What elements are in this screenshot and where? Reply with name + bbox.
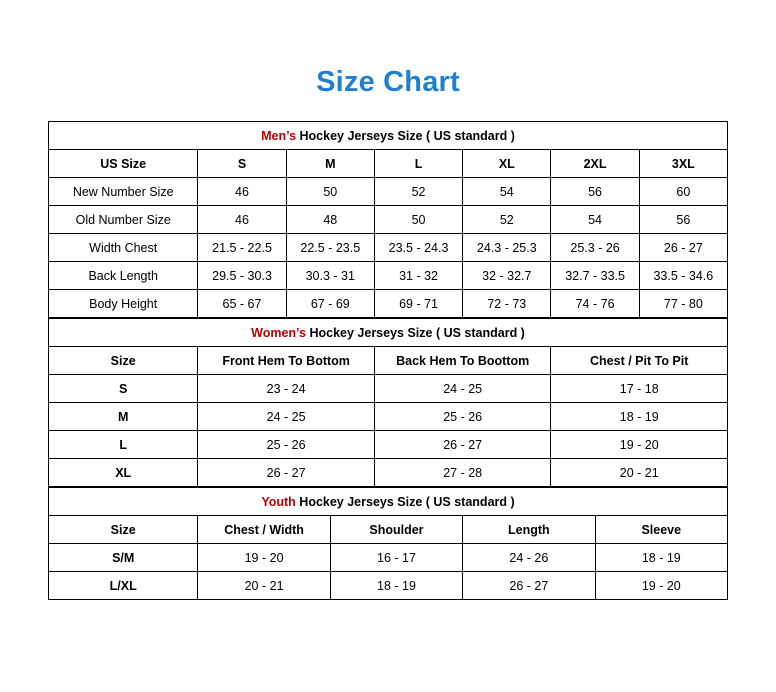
womens-row-1-label: M xyxy=(49,403,198,431)
womens-row-0-cell-0: 23 - 24 xyxy=(198,375,375,403)
youth-col-3: Length xyxy=(463,516,595,544)
youth-row-0-cell-0: 19 - 20 xyxy=(198,544,330,572)
table-header-row xyxy=(49,150,728,178)
mens-section-rest: Hockey Jerseys Size ( US standard ) xyxy=(296,128,515,143)
mens-row-2-cell-3: 24.3 - 25.3 xyxy=(463,234,551,262)
mens-col-1: S xyxy=(198,150,286,178)
youth-section-header xyxy=(49,488,728,516)
womens-row-1-cell-2: 18 - 19 xyxy=(551,403,728,431)
table-section-header-row xyxy=(49,319,728,347)
youth-row-1-cell-0: 20 - 21 xyxy=(198,572,330,600)
table-row xyxy=(49,178,728,206)
mens-row-1-cell-1: 48 xyxy=(286,206,374,234)
womens-row-1-cell-0: 24 - 25 xyxy=(198,403,375,431)
mens-row-3-cell-0: 29.5 - 30.3 xyxy=(198,262,286,290)
mens-row-4-cell-0: 65 - 67 xyxy=(198,290,286,318)
mens-row-3-cell-5: 33.5 - 34.6 xyxy=(639,262,727,290)
mens-row-2-cell-1: 22.5 - 23.5 xyxy=(286,234,374,262)
mens-section-header xyxy=(49,122,728,150)
womens-row-2-label: L xyxy=(49,431,198,459)
mens-section-accent: Men’s xyxy=(261,128,297,143)
mens-row-3-cell-1: 30.3 - 31 xyxy=(286,262,374,290)
youth-row-0-cell-2: 24 - 26 xyxy=(463,544,595,572)
womens-row-2-cell-0: 25 - 26 xyxy=(198,431,375,459)
womens-row-3-cell-2: 20 - 21 xyxy=(551,459,728,487)
mens-row-1-cell-2: 50 xyxy=(374,206,462,234)
mens-row-3-cell-4: 32.7 - 33.5 xyxy=(551,262,639,290)
table-row xyxy=(49,431,728,459)
womens-section-header xyxy=(49,319,728,347)
table-header-row xyxy=(49,347,728,375)
mens-row-1-cell-4: 54 xyxy=(551,206,639,234)
mens-row-2-label: Width Chest xyxy=(49,234,198,262)
mens-row-0-cell-3: 54 xyxy=(463,178,551,206)
table-row xyxy=(49,572,728,600)
youth-row-1-cell-2: 26 - 27 xyxy=(463,572,595,600)
womens-row-3-label: XL xyxy=(49,459,198,487)
page-title: Size Chart xyxy=(316,66,460,98)
mens-col-2: M xyxy=(286,150,374,178)
youth-row-1-label: L/XL xyxy=(49,572,198,600)
youth-row-0-label: S/M xyxy=(49,544,198,572)
womens-col-0: Size xyxy=(49,347,198,375)
table-row xyxy=(49,375,728,403)
youth-section-accent: Youth xyxy=(261,494,296,509)
table-row xyxy=(49,290,728,318)
mens-row-2-cell-0: 21.5 - 22.5 xyxy=(198,234,286,262)
mens-row-0-cell-5: 60 xyxy=(639,178,727,206)
table-row xyxy=(49,459,728,487)
womens-row-2-cell-2: 19 - 20 xyxy=(551,431,728,459)
youth-row-0-cell-3: 18 - 19 xyxy=(595,544,727,572)
womens-row-2-cell-1: 26 - 27 xyxy=(374,431,551,459)
womens-row-3-cell-0: 26 - 27 xyxy=(198,459,375,487)
mens-row-0-cell-0: 46 xyxy=(198,178,286,206)
mens-row-3-cell-3: 32 - 32.7 xyxy=(463,262,551,290)
mens-row-1-label: Old Number Size xyxy=(49,206,198,234)
youth-col-2: Shoulder xyxy=(330,516,462,544)
mens-row-0-cell-4: 56 xyxy=(551,178,639,206)
womens-row-3-cell-1: 27 - 28 xyxy=(374,459,551,487)
youth-row-1-cell-1: 18 - 19 xyxy=(330,572,462,600)
mens-row-4-label: Body Height xyxy=(49,290,198,318)
table-header-row xyxy=(49,516,728,544)
youth-row-0-cell-1: 16 - 17 xyxy=(330,544,462,572)
table-row xyxy=(49,206,728,234)
womens-row-0-cell-1: 24 - 25 xyxy=(374,375,551,403)
mens-row-1-cell-5: 56 xyxy=(639,206,727,234)
mens-row-4-cell-1: 67 - 69 xyxy=(286,290,374,318)
womens-size-table xyxy=(48,318,728,487)
mens-row-1-cell-3: 52 xyxy=(463,206,551,234)
mens-row-2-cell-2: 23.5 - 24.3 xyxy=(374,234,462,262)
womens-col-2: Back Hem To Boottom xyxy=(374,347,551,375)
table-row xyxy=(49,403,728,431)
mens-row-0-cell-2: 52 xyxy=(374,178,462,206)
youth-section-rest: Hockey Jerseys Size ( US standard ) xyxy=(295,494,515,509)
mens-row-2-cell-4: 25.3 - 26 xyxy=(551,234,639,262)
table-row xyxy=(49,262,728,290)
mens-row-4-cell-2: 69 - 71 xyxy=(374,290,462,318)
mens-row-1-cell-0: 46 xyxy=(198,206,286,234)
mens-row-4-cell-4: 74 - 76 xyxy=(551,290,639,318)
mens-row-0-label: New Number Size xyxy=(49,178,198,206)
table-section-header-row xyxy=(49,122,728,150)
mens-row-0-cell-1: 50 xyxy=(286,178,374,206)
womens-section-rest: Hockey Jerseys Size ( US standard ) xyxy=(306,325,525,340)
youth-col-4: Sleeve xyxy=(595,516,727,544)
mens-col-5: 2XL xyxy=(551,150,639,178)
mens-row-3-label: Back Length xyxy=(49,262,198,290)
womens-row-0-cell-2: 17 - 18 xyxy=(551,375,728,403)
womens-row-1-cell-1: 25 - 26 xyxy=(374,403,551,431)
size-chart-tables xyxy=(48,121,728,600)
womens-section-accent: Women’s xyxy=(251,325,306,340)
mens-col-3: L xyxy=(374,150,462,178)
mens-row-4-cell-5: 77 - 80 xyxy=(639,290,727,318)
table-row xyxy=(49,234,728,262)
table-section-header-row xyxy=(49,488,728,516)
womens-row-0-label: S xyxy=(49,375,198,403)
youth-size-table xyxy=(48,487,728,600)
youth-col-0: Size xyxy=(49,516,198,544)
womens-col-1: Front Hem To Bottom xyxy=(198,347,375,375)
mens-row-2-cell-5: 26 - 27 xyxy=(639,234,727,262)
table-row xyxy=(49,544,728,572)
mens-col-0: US Size xyxy=(49,150,198,178)
mens-row-4-cell-3: 72 - 73 xyxy=(463,290,551,318)
mens-col-6: 3XL xyxy=(639,150,727,178)
mens-col-4: XL xyxy=(463,150,551,178)
womens-col-3: Chest / Pit To Pit xyxy=(551,347,728,375)
mens-size-table xyxy=(48,121,728,318)
youth-col-1: Chest / Width xyxy=(198,516,330,544)
mens-row-3-cell-2: 31 - 32 xyxy=(374,262,462,290)
youth-row-1-cell-3: 19 - 20 xyxy=(595,572,727,600)
